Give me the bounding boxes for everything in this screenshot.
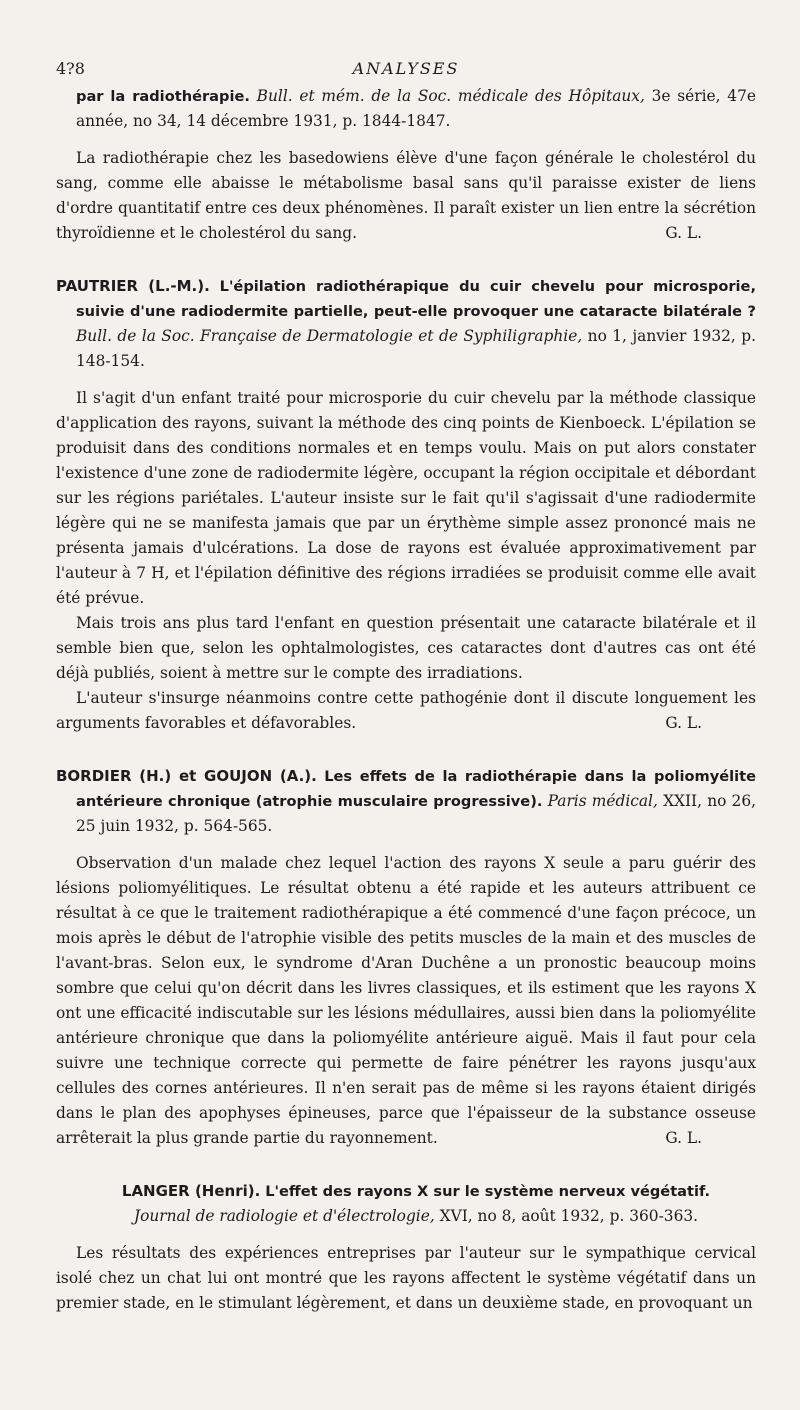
citation-journal: Bull. et mém. de la Soc. médicale des Hôpitaux,: [256, 87, 645, 105]
citation: [56, 1179, 756, 1229]
signature: G. L.: [665, 714, 702, 732]
citation-title-end: par la radiothérapie.: [76, 88, 250, 105]
abstract-text: L'auteur s'insurge néanmoins contre cette pathogénie dont il discute longuement les arguments favorables et défavorables.: [56, 689, 756, 732]
page-number: 4?8: [56, 59, 85, 78]
abstract-paragraph: Les résultats des expériences entreprises par l'auteur sur le sympathique cervical isolé chez un chat lui ont montré que les rayons affectent le système végétatif dans un premier stade, en le stimulant légèrement, et dans un deuxième stade, en provoquant un: [56, 1244, 756, 1312]
citation: [56, 764, 756, 839]
citation-author: BORDIER (H.) et GOUJON (A.).: [56, 767, 317, 785]
running-head: ANALYSES: [352, 59, 460, 78]
citation-author: PAUTRIER (L.-M.).: [56, 277, 210, 295]
entry-bordier-goujon: [56, 764, 756, 1151]
citation: [56, 274, 756, 374]
abstract-text: Observation d'un malade chez lequel l'action des rayons X seule a paru guérir des lésions poliomyélitiques. Le résultat obtenu a été rapide et les auteurs attribuent ce résultat à ce que le traitement radiothérapique a été commencé d'une façon précoce, un mois après le début de l'atrophie visible des petits muscles de la main et des muscles de l'avant-bras. Selon eux, le syndrome d'Aran Duchêne a un pronostic beaucoup moins sombre que celui qu'on décrit dans les livres classiques, et ils estiment que les rayons X ont une efficacité indiscutable sur les lésions médullaires, aussi bien dans la poliomyélite antérieure chronique que dans la poliomyélite antérieure aiguë. Mais il faut pour cela suivre une technique correcte qui permette de faire pénétrer les rayons jusqu'aux cellules des cornes antérieures. Il n'en serait pas de même si les rayons étaient dirigés dans le plan des apophyses épineuses, parce que l'épaisseur de la substance osseuse arrêterait la plus grande partie du rayonnement.: [56, 854, 756, 1147]
citation-title: Les effets de la radiothérapie dans la poliomyélite antérieure chronique (atrophie musculaire progressive).: [76, 768, 756, 810]
page: [56, 56, 756, 1316]
abstract-paragraph: Mais trois ans plus tard l'enfant en question présentait une cataracte bilatérale et il semble bien que, selon les ophtalmologistes, ces cataractes dont d'autres cas ont été déjà publiés, soient à mettre sur le compte des irradiations.: [56, 614, 756, 682]
entry-continued: [56, 84, 756, 246]
citation-details: 3e série, 47e année, no 34, 14 décembre 1931, p. 1844-1847.: [76, 87, 756, 130]
citation-title: L'effet des rayons X sur le système nerveux végétatif.: [265, 1183, 711, 1200]
citation-journal: Bull. de la Soc. Française de Dermatologie et de Syphiligraphie,: [76, 327, 583, 345]
abstract-paragraph: Il s'agit d'un enfant traité pour microsporie du cuir chevelu par la méthode classique d'application des rayons, suivant la méthode des cinq points de Kienboeck. L'épilation se produisit dans des conditions normales et en temps voulu. Mais on put alors constater l'existence d'une zone de radiodermite légère, occupant la région occipitale et débordant sur les régions pariétales. L'auteur insiste sur le fait qu'il s'agissait d'une radiodermite légère qui ne se manifesta jamais que par un érythème simple assez prononcé mais ne présenta jamais d'ulcérations. La dose de rayons est évaluée approximativement par l'auteur à 7 H, et l'épilation définitive des régions irradiées se produisit comme elle avait été prévue.: [56, 389, 756, 607]
citation-journal: Journal de radiologie et d'électrologie,: [133, 1207, 435, 1225]
citation-journal: Paris médical,: [547, 792, 658, 810]
abstract-paragraph: [56, 851, 756, 1151]
citation-details: no 1, janvier 1932, p. 148-154.: [76, 327, 756, 370]
citation-details: XVI, no 8, août 1932, p. 360-363.: [439, 1207, 699, 1225]
signature: G. L.: [665, 1129, 702, 1147]
citation-author: LANGER (Henri).: [121, 1182, 261, 1200]
page-header: [56, 56, 756, 84]
entry-langer: [56, 1179, 756, 1316]
entry-pautrier: [56, 274, 756, 736]
citation-details: XXII, no 26, 25 juin 1932, p. 564-565.: [76, 792, 757, 835]
citation: [56, 84, 756, 134]
abstract-paragraph: [56, 686, 756, 736]
signature: G. L.: [665, 224, 702, 242]
abstract-text: La radiothérapie chez les basedowiens élève d'une façon générale le cholestérol du sang, comme elle abaisse le métabolisme basal sans qu'il paraisse exister de liens d'ordre quantitatif entre ces deux phénomènes. Il paraît exister un lien entre la sécrétion thyroïdienne et le cholestérol du sang.: [56, 149, 756, 242]
citation-title: L'épilation radiothérapique du cuir chevelu pour microsporie, suivie d'une radiodermite partielle, peut-elle provoquer une cataracte bilatérale ?: [76, 278, 756, 320]
abstract-paragraph: [56, 146, 756, 246]
